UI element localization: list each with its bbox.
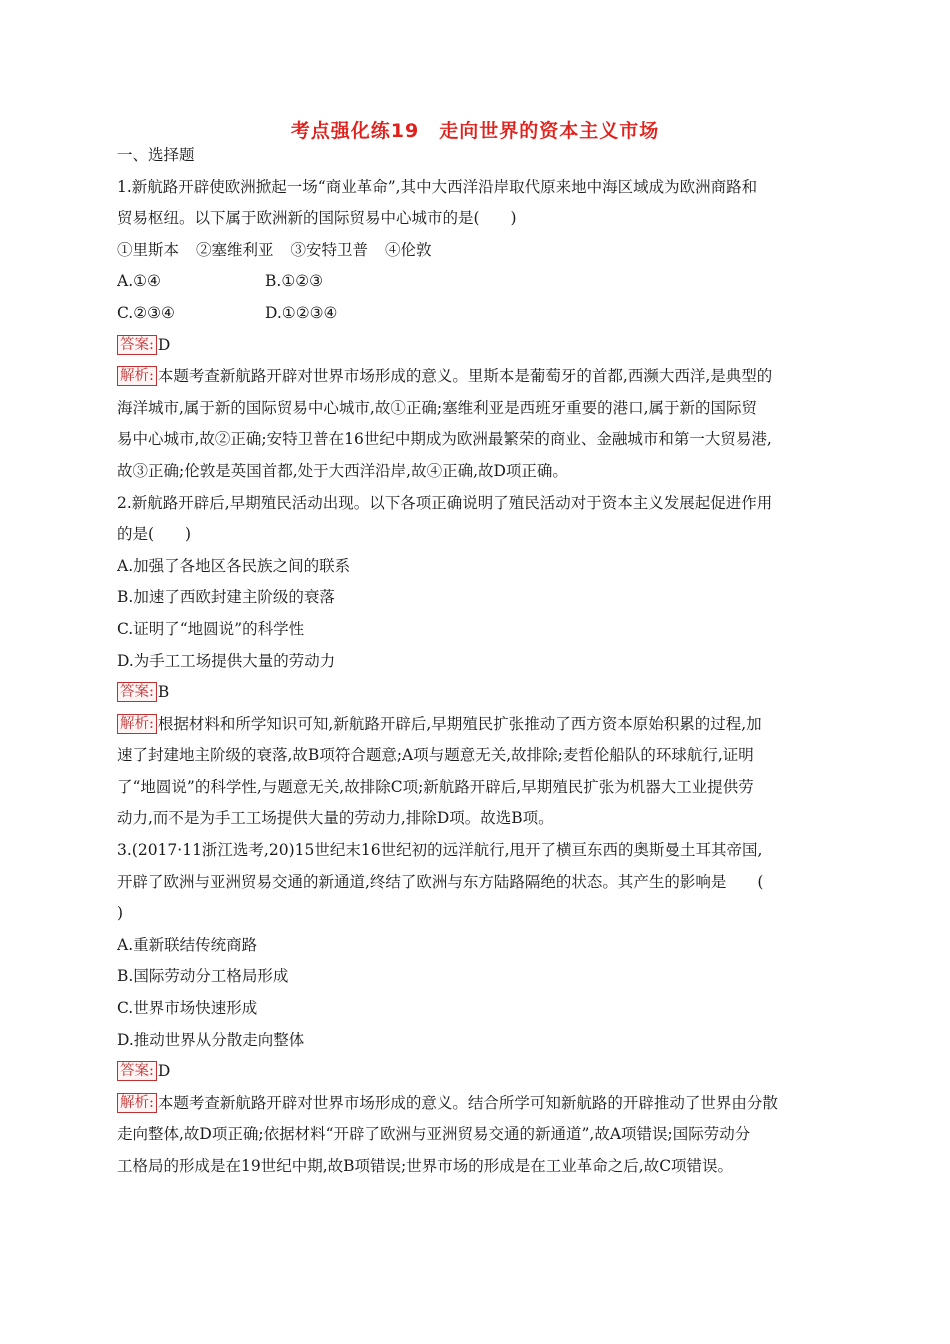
question-2-analysis-line-3: 了“地圆说”的科学性,与题意无关,故排除C项;新航路开辟后,早期殖民扩张为机器大工业提供劳 xyxy=(117,777,754,796)
option-a: A.①④ xyxy=(117,272,161,291)
question-1-stem-line-1: 1.新航路开辟使欧洲掀起一场“商业革命”,其中大西洋沿岸取代原来地中海区域成为欧洲商路和 xyxy=(117,177,758,196)
question-3 xyxy=(117,835,837,1183)
question-3-answer xyxy=(117,1056,837,1088)
analysis-tag: 解析: xyxy=(117,714,157,734)
answer-tag: 答案: xyxy=(117,682,157,702)
question-1-analysis-line-1: 解析: 本题考查新航路开辟对世界市场形成的意义。里斯本是葡萄牙的首都,西濒大西洋,是典型的 xyxy=(117,361,837,393)
question-2-stem-line-1: 2.新航路开辟后,早期殖民活动出现。以下各项正确说明了殖民活动对于资本主义发展起促进作用 xyxy=(117,493,773,512)
option-c: C.世界市场快速形成 xyxy=(117,999,258,1018)
question-1-analysis-line-2: 海洋城市,属于新的国际贸易中心城市,故①正确;塞维利亚是西班牙重要的港口,属于新的国际贸 xyxy=(117,398,758,417)
answer-tag: 答案: xyxy=(117,335,157,355)
question-2-analysis-line-4: 动力,而不是为手工工场提供大量的劳动力,排除D项。故选B项。 xyxy=(117,809,554,828)
question-1-stem-line-2: 贸易枢纽。以下属于欧洲新的国际贸易中心城市的是( ) xyxy=(117,209,517,228)
option-b: B.加速了西欧封建主阶级的衰落 xyxy=(117,588,335,607)
question-2-answer xyxy=(117,677,837,709)
analysis-tag: 解析: xyxy=(117,366,157,386)
question-1-analysis-line-4: 故③正确;伦敦是英国首都,处于大西洋沿岸,故④正确,故D项正确。 xyxy=(117,461,568,480)
question-1-options-row-1 xyxy=(117,266,837,298)
option-b: B.①②③ xyxy=(265,272,324,291)
question-1-analysis-line-3: 易中心城市,故②正确;安特卫普在16世纪中期成为欧洲最繁荣的商业、金融城市和第一大贸易港, xyxy=(117,430,772,449)
question-1-options-row-2 xyxy=(117,298,837,330)
question-1-items xyxy=(117,235,837,267)
option-d: D.推动世界从分散走向整体 xyxy=(117,1030,305,1049)
option-c: C.证明了“地圆说”的科学性 xyxy=(117,619,305,638)
question-3-analysis-line-1: 解析: 本题考查新航路开辟对世界市场形成的意义。结合所学可知新航路的开辟推动了世界由分散 xyxy=(117,1088,837,1120)
question-2-stem-line-2: 的是( ) xyxy=(117,525,192,544)
option-b: B.国际劳动分工格局形成 xyxy=(117,967,289,986)
question-3-stem-line-3: ) xyxy=(117,904,124,923)
analysis-tag: 解析: xyxy=(117,1093,157,1113)
option-a: A.重新联结传统商路 xyxy=(117,935,258,954)
answer-value: B xyxy=(157,683,170,702)
question-1-answer xyxy=(117,330,837,362)
question-3-stem-line-2: 开辟了欧洲与亚洲贸易交通的新通道,终结了欧洲与东方陆路隔绝的状态。其产生的影响是 ( xyxy=(117,872,764,891)
option-a: A.加强了各地区各民族之间的联系 xyxy=(117,556,351,575)
section-heading: 一、选择题 xyxy=(117,146,195,164)
question-2-analysis-line-2: 速了封建地主阶级的衰落,故B项符合题意;A项与题意无关,故排除;麦哲伦船队的环球航行,证明 xyxy=(117,746,754,765)
question-3-stem-line-1: 3.(2017·11浙江选考,20)15世纪末16世纪初的远洋航行,甩开了横亘东西的奥斯曼土耳其帝国, xyxy=(117,841,763,860)
question-3-analysis-line-3: 工格局的形成是在19世纪中期,故B项错误;世界市场的形成是在工业革命之后,故C项错误。 xyxy=(117,1157,734,1175)
option-c: C.②③④ xyxy=(117,303,175,322)
question-3-analysis-line-2: 走向整体,故D项正确;依据材料“开辟了欧洲与亚洲贸易交通的新通道”,故A项错误;国际劳动分 xyxy=(117,1125,751,1144)
answer-tag: 答案: xyxy=(117,1061,157,1081)
item-3: ③安特卫普 xyxy=(290,240,369,259)
item-4: ④伦敦 xyxy=(385,240,432,259)
page-title: 考点强化练19 走向世界的资本主义市场 xyxy=(290,120,660,142)
item-2: ②塞维利亚 xyxy=(196,240,274,259)
item-1: ①里斯本 xyxy=(117,240,180,259)
option-d: D.①②③④ xyxy=(265,303,338,322)
answer-value: D xyxy=(157,1062,171,1081)
question-2-analysis-line-1: 解析: 根据材料和所学知识可知,新航路开辟后,早期殖民扩张推动了西方资本原始积累的过程,加 xyxy=(117,709,837,741)
exercise-content xyxy=(117,140,837,1183)
option-d: D.为手工工场提供大量的劳动力 xyxy=(117,651,336,670)
question-1 xyxy=(117,172,837,488)
answer-value: D xyxy=(157,335,171,354)
question-2 xyxy=(117,488,837,836)
